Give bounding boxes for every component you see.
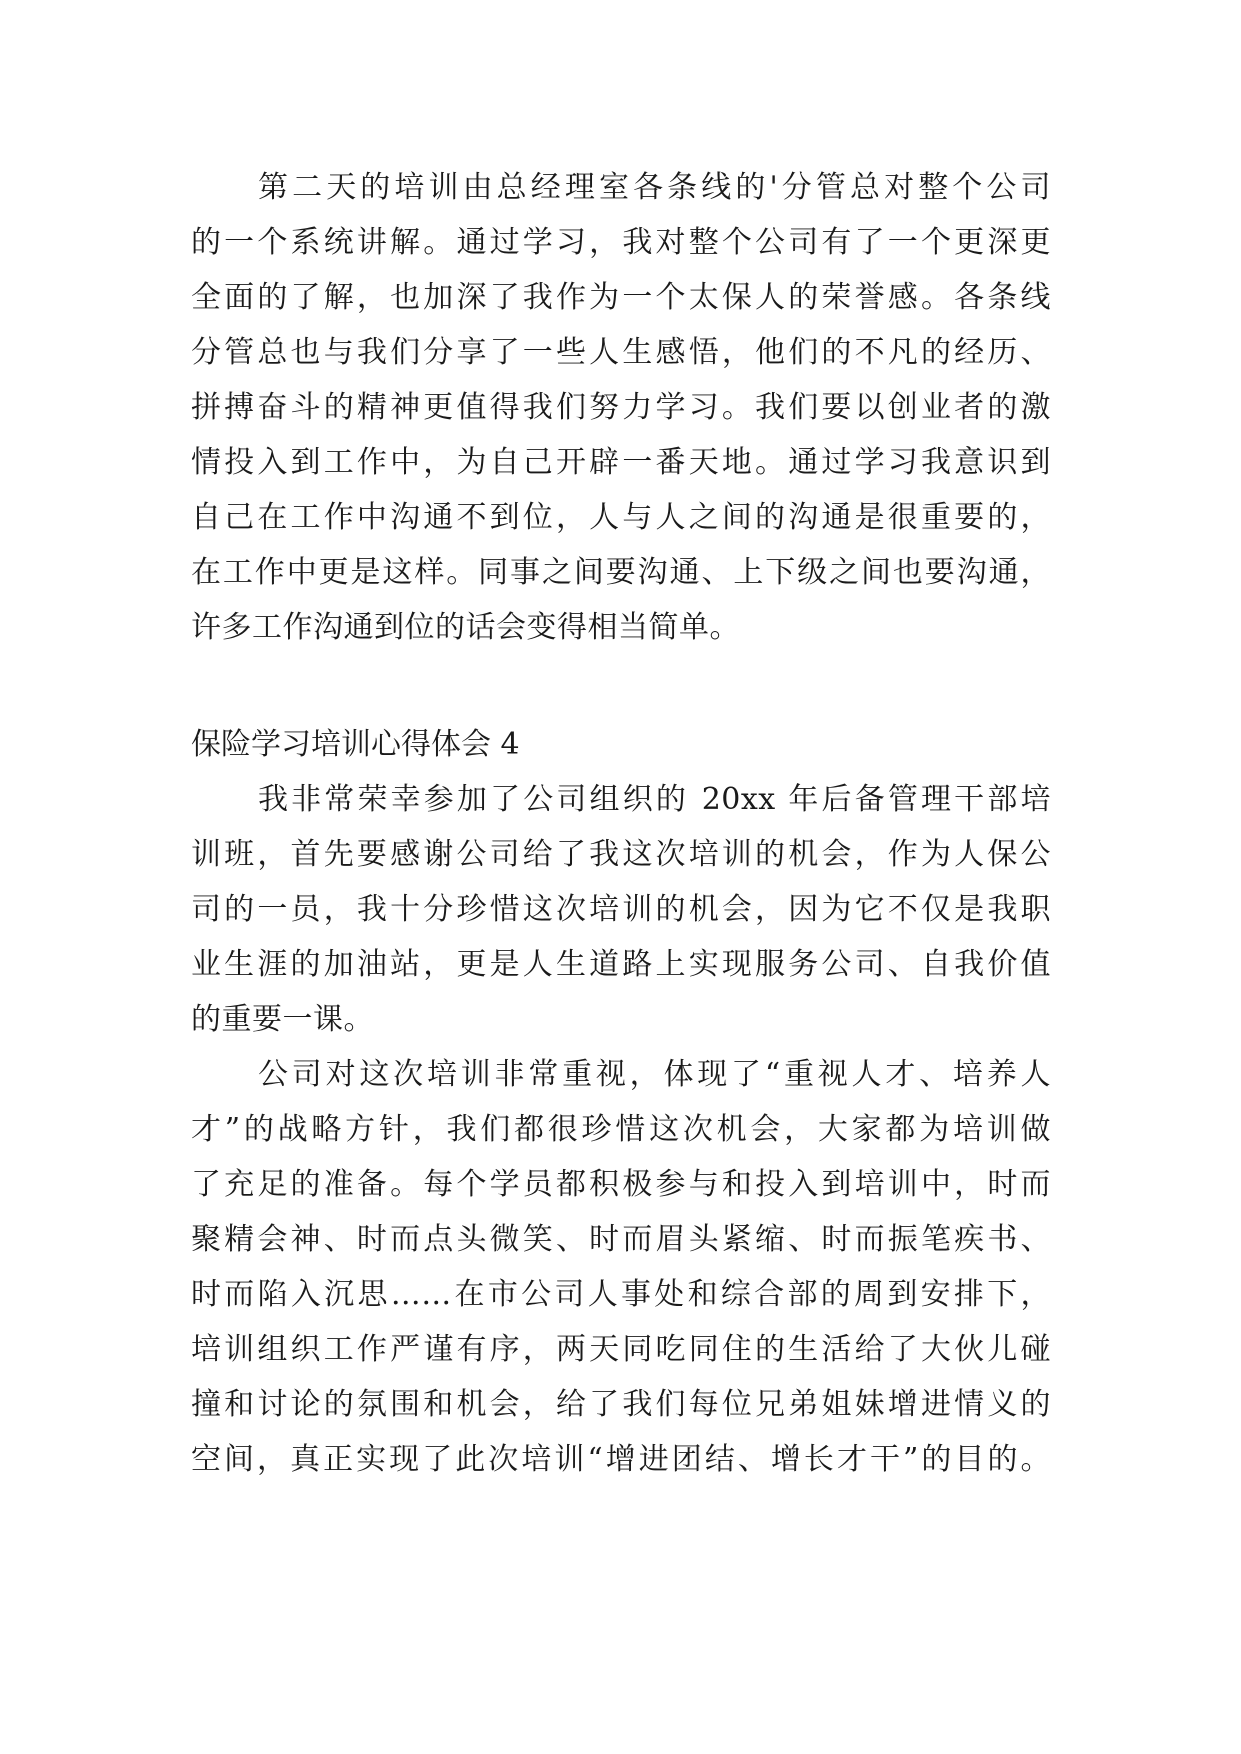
paragraph-3-line-4: 聚精会神、时而点头微笑、时而眉头紧缩、时而振笔疾书、 (191, 1222, 1051, 1257)
paragraph-2-line-3: 司的一员，我十分珍惜这次培训的机会，因为它不仅是我职 (191, 892, 1051, 927)
paragraph-1-line-3: 全面的了解，也加深了我作为一个太保人的荣誉感。各条线 (191, 280, 1051, 315)
paragraph-2-line-5: 的重要一课。 (191, 1002, 374, 1037)
paragraph-1-line-4: 分管总也与我们分享了一些人生感悟，他们的不凡的经历、 (191, 335, 1051, 370)
section-heading: 保险学习培训心得体会 4 (191, 727, 520, 762)
paragraph-3-line-8: 空间，真正实现了此次培训“增进团结、增长才干”的目的。 (191, 1442, 1051, 1477)
paragraph-1-line-7: 自己在工作中沟通不到位，人与人之间的沟通是很重要的， (191, 500, 1051, 535)
paragraph-1-line-2: 的一个系统讲解。通过学习，我对整个公司有了一个更深更 (191, 225, 1051, 260)
paragraph-3-line-1: 公司对这次培训非常重视，体现了“重视人才、培养人 (258, 1057, 1051, 1092)
paragraph-3-line-6: 培训组织工作严谨有序，两天同吃同住的生活给了大伙儿碰 (191, 1332, 1051, 1367)
paragraph-3-line-2: 才”的战略方针，我们都很珍惜这次机会，大家都为培训做 (191, 1112, 1051, 1147)
paragraph-1-line-1: 第二天的培训由总经理室各条线的'分管总对整个公司 (258, 170, 1051, 205)
paragraph-1-line-5: 拼搏奋斗的精神更值得我们努力学习。我们要以创业者的激 (191, 390, 1051, 425)
paragraph-2-line-4: 业生涯的加油站，更是人生道路上实现服务公司、自我价值 (191, 947, 1051, 982)
paragraph-1-line-9: 许多工作沟通到位的话会变得相当简单。 (191, 610, 740, 645)
paragraph-3-line-3: 了充足的准备。每个学员都积极参与和投入到培训中，时而 (191, 1167, 1051, 1202)
paragraph-1-line-8: 在工作中更是这样。同事之间要沟通、上下级之间也要沟通， (191, 555, 1051, 590)
paragraph-1-line-6: 情投入到工作中，为自己开辟一番天地。通过学习我意识到 (191, 445, 1051, 480)
paragraph-3-line-7: 撞和讨论的氛围和机会，给了我们每位兄弟姐妹增进情义的 (191, 1387, 1051, 1422)
paragraph-2-line-1: 我非常荣幸参加了公司组织的 20xx 年后备管理干部培 (258, 782, 1051, 817)
paragraph-2-line-2: 训班，首先要感谢公司给了我这次培训的机会，作为人保公 (191, 837, 1051, 872)
paragraph-3-line-5: 时而陷入沉思……在市公司人事处和综合部的周到安排下， (191, 1277, 1051, 1312)
